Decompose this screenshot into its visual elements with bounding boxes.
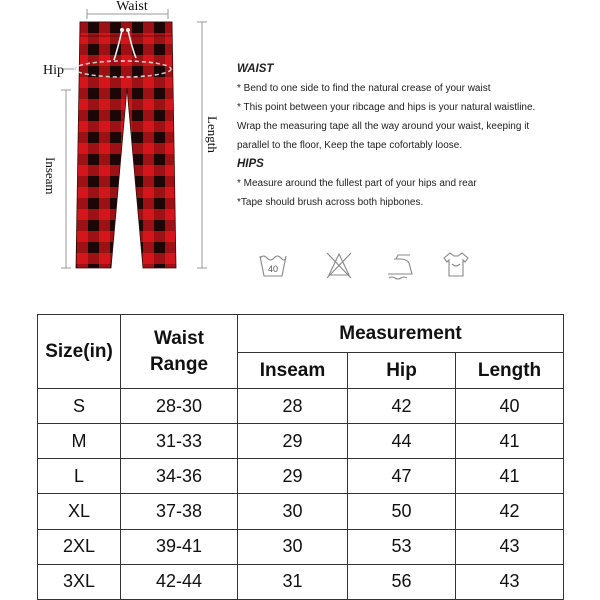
inseam-cell: 29	[238, 459, 348, 494]
measuring-instructions	[237, 60, 587, 212]
waist-instruction-line: Wrap the measuring tape all the way around your waist, keeping it	[237, 121, 530, 132]
hip-cell: 56	[348, 564, 456, 599]
svg-text:40: 40	[267, 264, 279, 274]
inseam-cell: 28	[238, 389, 348, 424]
length-cell: 41	[456, 424, 564, 459]
length-header: Length	[456, 353, 564, 389]
hips-heading: HIPS	[237, 158, 264, 170]
inseam-cell: 30	[238, 529, 348, 564]
waist-instruction-line: * This point between your ribcage and hips is your natural waistline.	[237, 102, 536, 113]
waist-instruction-line: parallel to the floor, Keep the tape cofortably loose.	[237, 140, 463, 151]
pants-measurement-diagram	[0, 0, 230, 290]
length-cell: 43	[456, 529, 564, 564]
hip-cell: 53	[348, 529, 456, 564]
wash-40-icon	[260, 256, 286, 276]
care-icons-row	[258, 248, 478, 282]
hip-label: Hip	[43, 63, 64, 78]
tumble-dry-shirt-icon	[444, 253, 468, 276]
waist-range-header	[121, 315, 238, 389]
iron-icon	[388, 255, 412, 279]
size-cell: L	[38, 459, 121, 494]
length-cell: 42	[456, 494, 564, 529]
inseam-header: Inseam	[238, 353, 348, 389]
waist-cell: 37-38	[121, 494, 238, 529]
length-label: Length	[205, 116, 220, 153]
waist-instruction-line: * Bend to one side to find the natural crease of your waist	[237, 83, 491, 94]
hips-instruction-line: * Measure around the fullest part of your hips and rear	[237, 178, 477, 189]
hip-cell: 42	[348, 389, 456, 424]
inseam-cell: 29	[238, 424, 348, 459]
pants-image	[76, 22, 176, 268]
size-cell: M	[38, 424, 121, 459]
table-row	[38, 564, 564, 599]
table-row	[38, 424, 564, 459]
table-row	[38, 459, 564, 494]
size-cell: 3XL	[38, 564, 121, 599]
table-row	[38, 529, 564, 564]
inseam-cell: 31	[238, 564, 348, 599]
hips-instruction-line: *Tape should brush across both hipbones.	[237, 197, 424, 208]
do-not-bleach-icon	[327, 253, 351, 278]
waist-heading: WAIST	[237, 63, 274, 75]
measurement-header: Measurement	[238, 315, 564, 353]
inseam-label: Inseam	[43, 157, 58, 195]
size-header: Size(in)	[38, 315, 121, 389]
waist-cell: 42-44	[121, 564, 238, 599]
length-cell: 43	[456, 564, 564, 599]
table-row	[38, 494, 564, 529]
waist-cell: 39-41	[121, 529, 238, 564]
size-cell: XL	[38, 494, 121, 529]
hip-header: Hip	[348, 353, 456, 389]
inseam-cell: 30	[238, 494, 348, 529]
hip-cell: 50	[348, 494, 456, 529]
waist-cell: 31-33	[121, 424, 238, 459]
hip-cell: 47	[348, 459, 456, 494]
hip-cell: 44	[348, 424, 456, 459]
waist-cell: 34-36	[121, 459, 238, 494]
table-row	[38, 389, 564, 424]
size-cell: 2XL	[38, 529, 121, 564]
size-cell: S	[38, 389, 121, 424]
size-chart-table	[37, 314, 564, 600]
inseam-arrow	[61, 90, 71, 268]
waist-range-header-text: Waist Range	[149, 327, 209, 375]
length-cell: 40	[456, 389, 564, 424]
length-cell: 41	[456, 459, 564, 494]
waist-cell: 28-30	[121, 389, 238, 424]
waist-label: Waist	[116, 0, 148, 14]
